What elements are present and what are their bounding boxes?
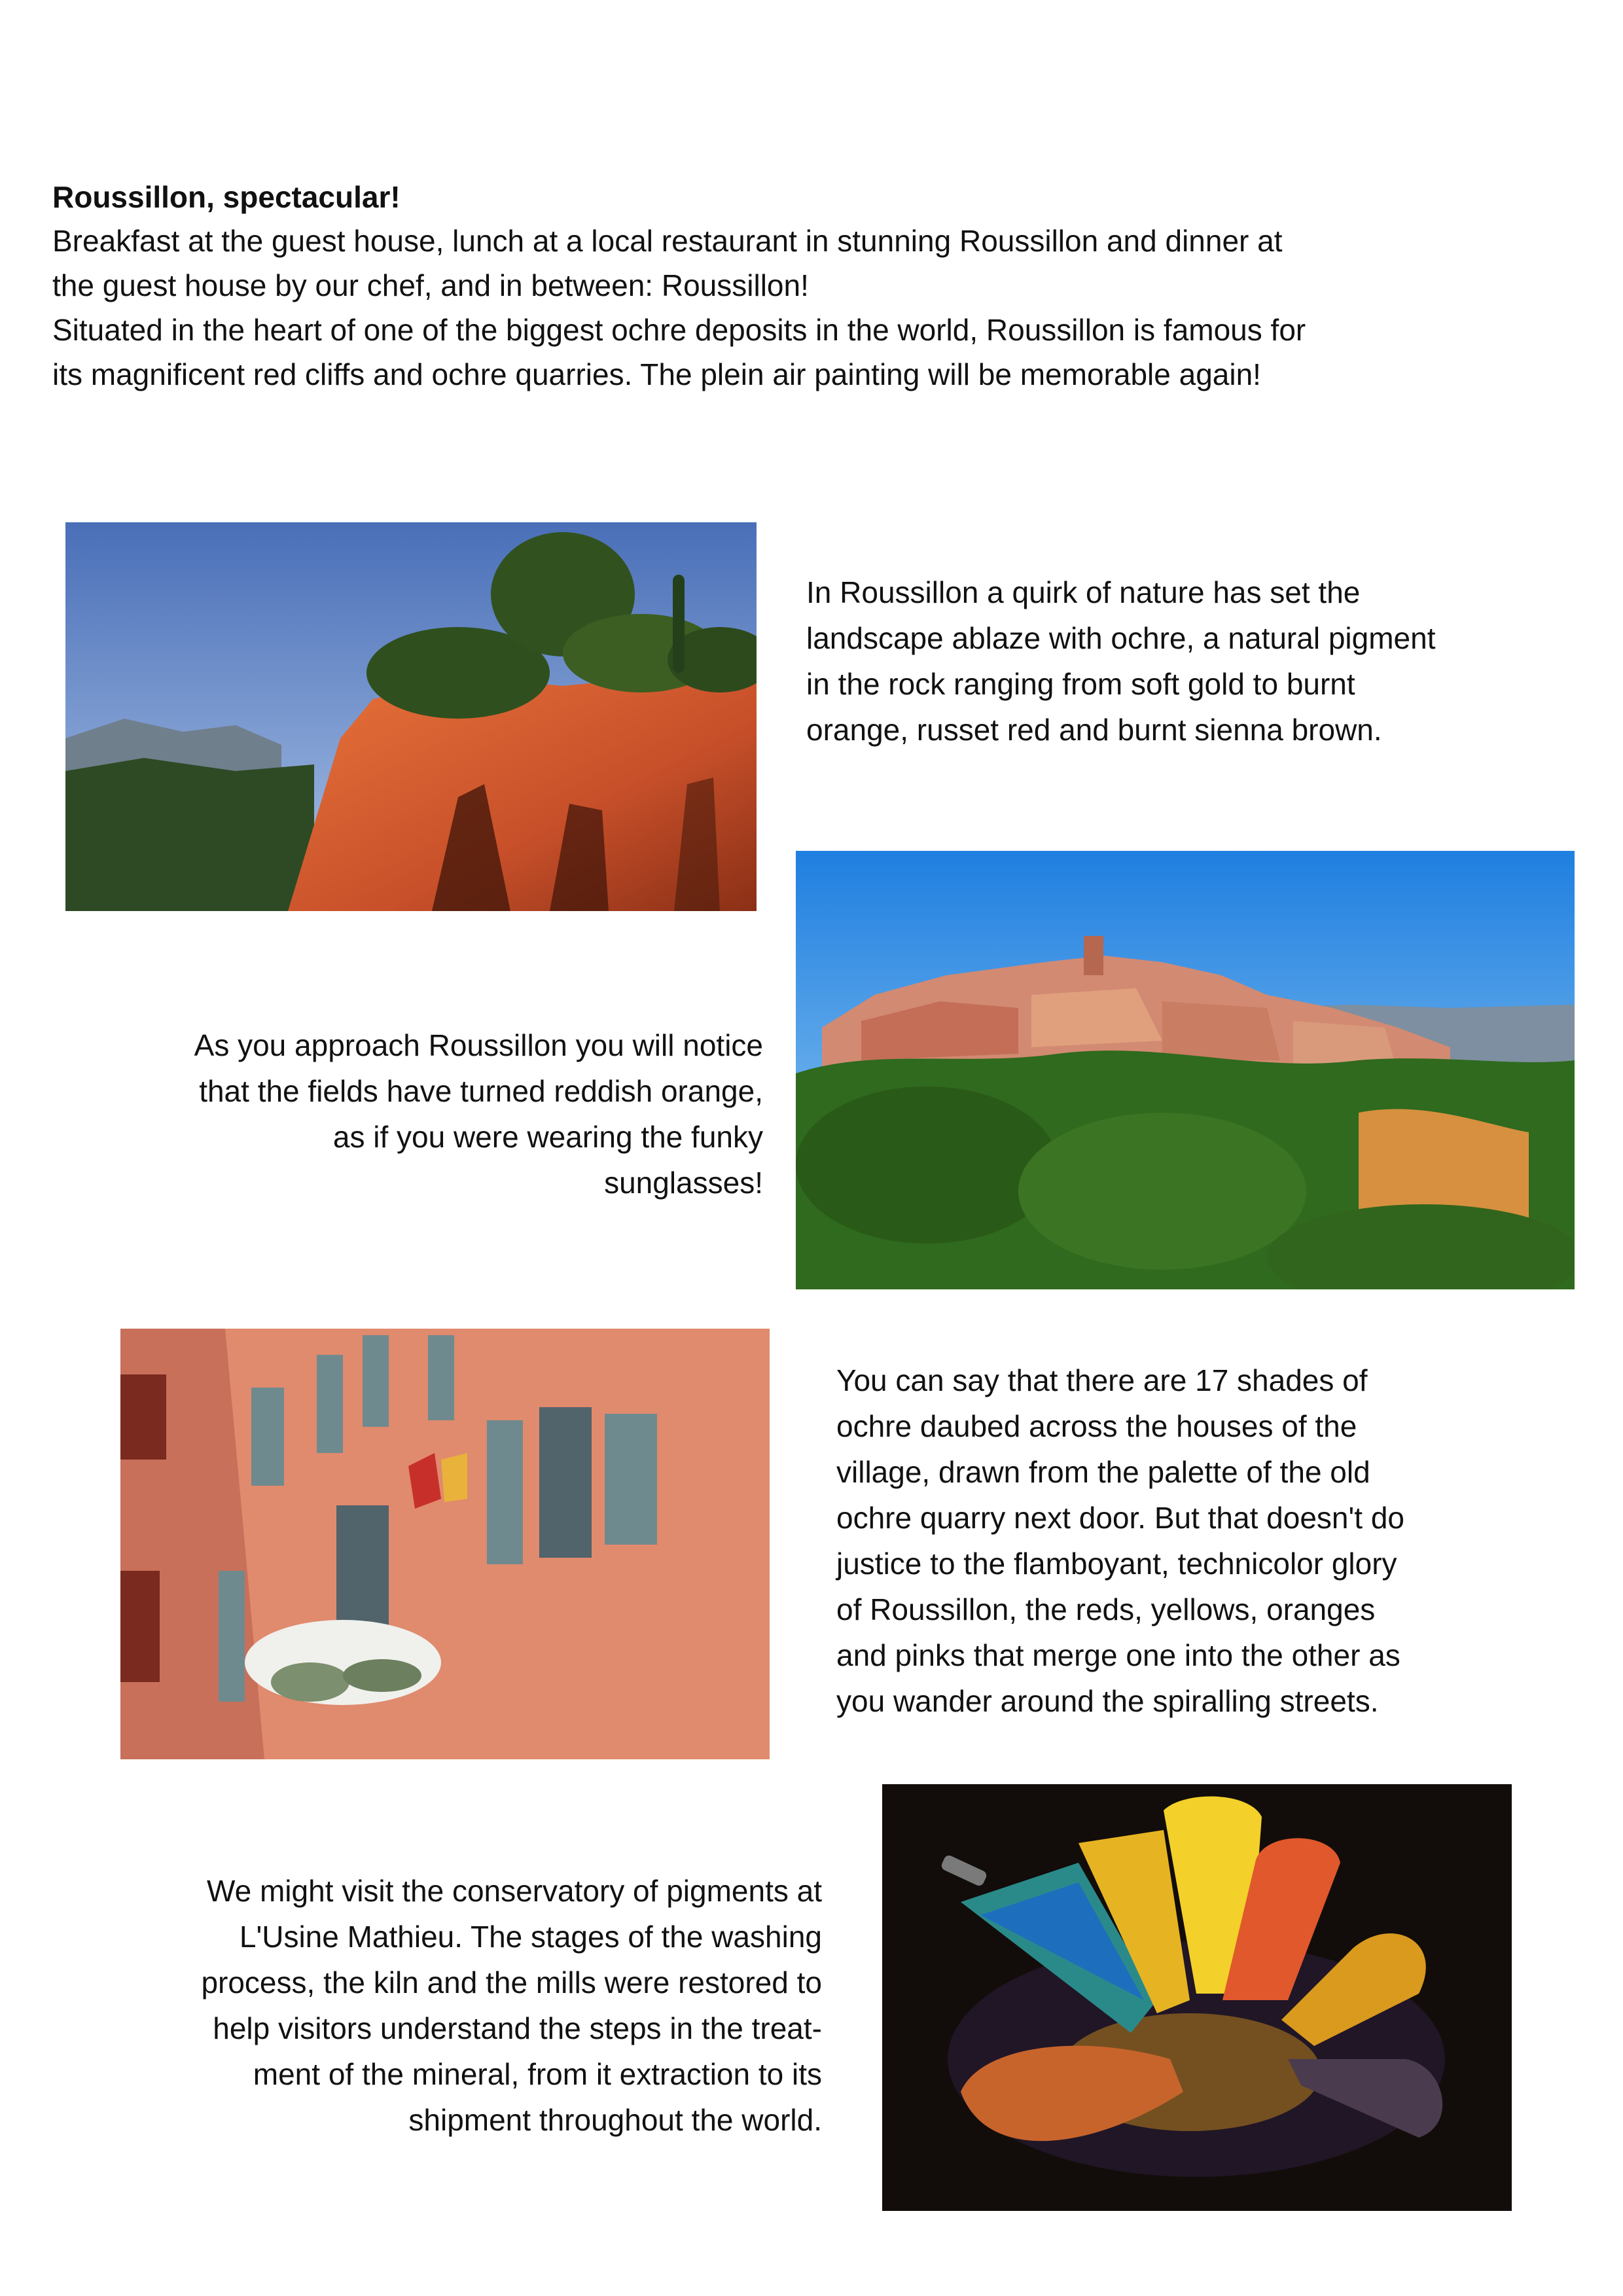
text-line: village, drawn from the palette of the old [836,1455,1370,1489]
section-3-text [836,1357,1589,1724]
intro [52,175,1558,397]
text-line: landscape ablaze with ochre, a natural pigment [806,621,1436,655]
text-line: As you approach Roussillon you will notice [194,1028,763,1062]
text-line: orange, russet red and burnt sienna brown. [806,713,1382,747]
section-4-text [65,1868,822,2143]
intro-line: its magnificent red cliffs and ochre quarries. The plein air painting will be memorable again! [52,357,1261,391]
text-line: in the rock ranging from soft gold to burnt [806,667,1355,701]
text-line: shipment throughout the world. [408,2103,822,2137]
text-line: You can say that there are 17 shades of [836,1363,1368,1397]
intro-line: the guest house by our chef, and in between: Roussillon! [52,268,809,302]
text-line: as if you were wearing the funky [332,1120,763,1154]
text-line: that the fields have turned reddish orange, [199,1074,763,1108]
photo-pink-facade [120,1329,770,1759]
text-line: help visitors understand the steps in the treat- [213,2011,822,2045]
text-line: In Roussillon a quirk of nature has set the [806,575,1361,609]
text-line: We might visit the conservatory of pigments at [207,1874,822,1908]
text-line: you wander around the spiralling streets. [836,1684,1379,1718]
text-line: L'Usine Mathieu. The stages of the washing [239,1920,822,1954]
text-line: process, the kiln and the mills were restored to [201,1965,822,2000]
text-line: ochre quarry next door. But that doesn't do [836,1501,1405,1535]
intro-line: Situated in the heart of one of the biggest ochre deposits in the world, Roussillon is famous for [52,313,1306,347]
text-line: and pinks that merge one into the other as [836,1638,1400,1672]
section-1-text [806,569,1592,753]
intro-line: Breakfast at the guest house, lunch at a local restaurant in stunning Roussillon and dinner at [52,224,1283,258]
photo-pigment-scoops [882,1784,1512,2211]
section-2-text [65,1022,763,1206]
text-line: justice to the flamboyant, technicolor glory [836,1547,1397,1581]
text-line: ochre daubed across the houses of the [836,1409,1357,1443]
photo-village-hill [796,851,1575,1289]
page-title: Roussillon, spectacular! [52,180,401,214]
text-line: ment of the mineral, from it extraction to its [253,2057,822,2091]
text-line: of Roussillon, the reds, yellows, oranges [836,1592,1376,1626]
text-line: sunglasses! [604,1166,763,1200]
photo-ochre-cliffs [65,522,757,911]
